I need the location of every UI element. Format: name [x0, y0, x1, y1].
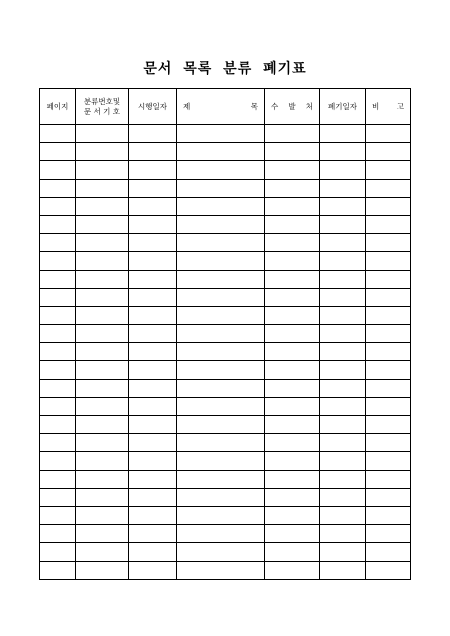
- cell-classification: [76, 379, 129, 397]
- cell-disposal-date: [320, 252, 366, 270]
- cell-page: [40, 252, 76, 270]
- cell-subject: [177, 361, 265, 379]
- cell-sender: [265, 161, 320, 179]
- cell-classification: [76, 234, 129, 252]
- cell-enforcement-date: [129, 325, 177, 343]
- cell-remarks: [366, 325, 411, 343]
- cell-sender: [265, 215, 320, 233]
- cell-disposal-date: [320, 234, 366, 252]
- cell-sender: [265, 470, 320, 488]
- cell-remarks: [366, 252, 411, 270]
- cell-classification: [76, 452, 129, 470]
- cell-classification: [76, 270, 129, 288]
- cell-disposal-date: [320, 215, 366, 233]
- cell-enforcement-date: [129, 306, 177, 324]
- cell-subject: [177, 125, 265, 143]
- cell-page: [40, 361, 76, 379]
- cell-page: [40, 434, 76, 452]
- column-header-subject-char1: 제: [183, 101, 191, 111]
- cell-classification: [76, 470, 129, 488]
- table-row: [40, 470, 411, 488]
- table-row: [40, 416, 411, 434]
- cell-disposal-date: [320, 343, 366, 361]
- cell-disposal-date: [320, 143, 366, 161]
- cell-disposal-date: [320, 488, 366, 506]
- table-row: [40, 343, 411, 361]
- cell-classification: [76, 288, 129, 306]
- column-header-sender-char2: 발: [288, 101, 296, 111]
- cell-classification: [76, 488, 129, 506]
- cell-enforcement-date: [129, 125, 177, 143]
- cell-remarks: [366, 379, 411, 397]
- cell-page: [40, 525, 76, 543]
- cell-classification: [76, 506, 129, 524]
- cell-classification: [76, 143, 129, 161]
- cell-subject: [177, 252, 265, 270]
- column-header-page-label: 페이지: [46, 101, 69, 111]
- table-row: [40, 288, 411, 306]
- table-row: [40, 143, 411, 161]
- cell-enforcement-date: [129, 343, 177, 361]
- page-title: 문서 목록 분류 폐기표: [143, 61, 307, 77]
- cell-disposal-date: [320, 506, 366, 524]
- cell-classification: [76, 306, 129, 324]
- column-header-sender: [265, 89, 320, 125]
- cell-remarks: [366, 234, 411, 252]
- cell-sender: [265, 288, 320, 306]
- cell-disposal-date: [320, 525, 366, 543]
- cell-page: [40, 416, 76, 434]
- cell-subject: [177, 525, 265, 543]
- table-row: [40, 325, 411, 343]
- cell-sender: [265, 543, 320, 561]
- cell-sender: [265, 416, 320, 434]
- cell-enforcement-date: [129, 161, 177, 179]
- cell-subject: [177, 197, 265, 215]
- table-row: [40, 125, 411, 143]
- cell-remarks: [366, 561, 411, 579]
- column-header-enforcement-date-label: 시행일자: [138, 101, 167, 111]
- cell-remarks: [366, 470, 411, 488]
- table-row: [40, 234, 411, 252]
- header-row: [40, 89, 411, 125]
- column-header-remarks: [366, 89, 411, 125]
- cell-enforcement-date: [129, 452, 177, 470]
- cell-sender: [265, 325, 320, 343]
- cell-classification: [76, 161, 129, 179]
- cell-sender: [265, 197, 320, 215]
- column-header-sender-char1: 수: [271, 101, 279, 111]
- cell-subject: [177, 343, 265, 361]
- cell-remarks: [366, 179, 411, 197]
- column-header-remarks-char1: 비: [372, 101, 380, 111]
- table-row: [40, 452, 411, 470]
- cell-enforcement-date: [129, 525, 177, 543]
- cell-remarks: [366, 306, 411, 324]
- cell-subject: [177, 397, 265, 415]
- cell-remarks: [366, 143, 411, 161]
- column-header-sender-char3: 처: [305, 101, 313, 111]
- cell-sender: [265, 179, 320, 197]
- cell-disposal-date: [320, 452, 366, 470]
- cell-page: [40, 343, 76, 361]
- cell-sender: [265, 143, 320, 161]
- table-row: [40, 215, 411, 233]
- cell-remarks: [366, 125, 411, 143]
- cell-subject: [177, 143, 265, 161]
- cell-page: [40, 234, 76, 252]
- table-row: [40, 434, 411, 452]
- cell-subject: [177, 234, 265, 252]
- cell-disposal-date: [320, 306, 366, 324]
- cell-remarks: [366, 343, 411, 361]
- column-header-enforcement-date: [129, 89, 177, 125]
- cell-remarks: [366, 197, 411, 215]
- column-header-disposal-date: [320, 89, 366, 125]
- cell-subject: [177, 288, 265, 306]
- cell-sender: [265, 434, 320, 452]
- cell-sender: [265, 125, 320, 143]
- table-row: [40, 361, 411, 379]
- table-row: [40, 379, 411, 397]
- register-body: [40, 125, 411, 580]
- cell-enforcement-date: [129, 416, 177, 434]
- cell-page: [40, 470, 76, 488]
- cell-enforcement-date: [129, 234, 177, 252]
- cell-sender: [265, 343, 320, 361]
- column-header-classification-line2: 문 서 기 호: [83, 106, 121, 116]
- cell-subject: [177, 161, 265, 179]
- cell-page: [40, 125, 76, 143]
- column-header-subject-char2: 목: [250, 101, 258, 111]
- cell-page: [40, 506, 76, 524]
- cell-enforcement-date: [129, 488, 177, 506]
- cell-subject: [177, 561, 265, 579]
- cell-enforcement-date: [129, 470, 177, 488]
- cell-classification: [76, 179, 129, 197]
- cell-page: [40, 215, 76, 233]
- cell-disposal-date: [320, 470, 366, 488]
- cell-enforcement-date: [129, 379, 177, 397]
- cell-classification: [76, 343, 129, 361]
- cell-disposal-date: [320, 288, 366, 306]
- table-row: [40, 397, 411, 415]
- cell-disposal-date: [320, 179, 366, 197]
- cell-disposal-date: [320, 325, 366, 343]
- cell-subject: [177, 215, 265, 233]
- cell-subject: [177, 270, 265, 288]
- cell-disposal-date: [320, 561, 366, 579]
- cell-sender: [265, 488, 320, 506]
- column-header-page: [40, 89, 76, 125]
- cell-disposal-date: [320, 543, 366, 561]
- cell-subject: [177, 543, 265, 561]
- cell-enforcement-date: [129, 361, 177, 379]
- cell-page: [40, 306, 76, 324]
- cell-classification: [76, 434, 129, 452]
- cell-subject: [177, 416, 265, 434]
- cell-classification: [76, 125, 129, 143]
- cell-page: [40, 161, 76, 179]
- cell-disposal-date: [320, 434, 366, 452]
- table-row: [40, 197, 411, 215]
- cell-subject: [177, 434, 265, 452]
- cell-classification: [76, 361, 129, 379]
- cell-classification: [76, 416, 129, 434]
- cell-remarks: [366, 452, 411, 470]
- cell-enforcement-date: [129, 143, 177, 161]
- column-header-remarks-char2: 고: [396, 101, 404, 111]
- cell-enforcement-date: [129, 179, 177, 197]
- column-header-subject: [177, 89, 265, 125]
- cell-page: [40, 325, 76, 343]
- cell-page: [40, 288, 76, 306]
- cell-subject: [177, 488, 265, 506]
- cell-remarks: [366, 506, 411, 524]
- cell-disposal-date: [320, 270, 366, 288]
- cell-sender: [265, 306, 320, 324]
- cell-remarks: [366, 543, 411, 561]
- cell-sender: [265, 361, 320, 379]
- cell-sender: [265, 234, 320, 252]
- cell-sender: [265, 270, 320, 288]
- cell-remarks: [366, 525, 411, 543]
- cell-disposal-date: [320, 416, 366, 434]
- table-row: [40, 525, 411, 543]
- cell-sender: [265, 252, 320, 270]
- cell-enforcement-date: [129, 288, 177, 306]
- cell-subject: [177, 379, 265, 397]
- cell-classification: [76, 543, 129, 561]
- cell-disposal-date: [320, 361, 366, 379]
- cell-disposal-date: [320, 197, 366, 215]
- cell-page: [40, 143, 76, 161]
- cell-subject: [177, 452, 265, 470]
- cell-classification: [76, 215, 129, 233]
- cell-enforcement-date: [129, 506, 177, 524]
- cell-classification: [76, 197, 129, 215]
- cell-remarks: [366, 434, 411, 452]
- cell-page: [40, 179, 76, 197]
- table-row: [40, 270, 411, 288]
- cell-remarks: [366, 288, 411, 306]
- table-row: [40, 543, 411, 561]
- cell-disposal-date: [320, 161, 366, 179]
- cell-remarks: [366, 361, 411, 379]
- cell-remarks: [366, 488, 411, 506]
- document-register-table: [39, 88, 411, 580]
- cell-subject: [177, 325, 265, 343]
- cell-subject: [177, 470, 265, 488]
- cell-classification: [76, 525, 129, 543]
- cell-enforcement-date: [129, 270, 177, 288]
- cell-page: [40, 561, 76, 579]
- cell-sender: [265, 397, 320, 415]
- cell-remarks: [366, 416, 411, 434]
- cell-enforcement-date: [129, 197, 177, 215]
- cell-subject: [177, 506, 265, 524]
- table-row: [40, 252, 411, 270]
- cell-disposal-date: [320, 397, 366, 415]
- cell-subject: [177, 179, 265, 197]
- cell-enforcement-date: [129, 434, 177, 452]
- table-row: [40, 506, 411, 524]
- cell-enforcement-date: [129, 561, 177, 579]
- cell-disposal-date: [320, 125, 366, 143]
- cell-enforcement-date: [129, 397, 177, 415]
- cell-remarks: [366, 215, 411, 233]
- table-row: [40, 179, 411, 197]
- cell-subject: [177, 306, 265, 324]
- cell-sender: [265, 379, 320, 397]
- cell-classification: [76, 561, 129, 579]
- cell-remarks: [366, 397, 411, 415]
- cell-sender: [265, 506, 320, 524]
- table-row: [40, 488, 411, 506]
- cell-enforcement-date: [129, 215, 177, 233]
- cell-page: [40, 379, 76, 397]
- cell-enforcement-date: [129, 543, 177, 561]
- cell-page: [40, 452, 76, 470]
- table-row: [40, 306, 411, 324]
- cell-classification: [76, 325, 129, 343]
- cell-remarks: [366, 270, 411, 288]
- cell-page: [40, 197, 76, 215]
- column-header-classification-line1: 분류번호및: [83, 96, 121, 106]
- cell-remarks: [366, 161, 411, 179]
- cell-sender: [265, 452, 320, 470]
- cell-sender: [265, 525, 320, 543]
- cell-page: [40, 270, 76, 288]
- cell-page: [40, 488, 76, 506]
- cell-classification: [76, 252, 129, 270]
- column-header-disposal-date-label: 폐기일자: [328, 101, 357, 111]
- column-header-classification: [76, 89, 129, 125]
- cell-enforcement-date: [129, 252, 177, 270]
- cell-page: [40, 397, 76, 415]
- cell-disposal-date: [320, 379, 366, 397]
- cell-page: [40, 543, 76, 561]
- table-row: [40, 161, 411, 179]
- cell-classification: [76, 397, 129, 415]
- cell-sender: [265, 561, 320, 579]
- table-row: [40, 561, 411, 579]
